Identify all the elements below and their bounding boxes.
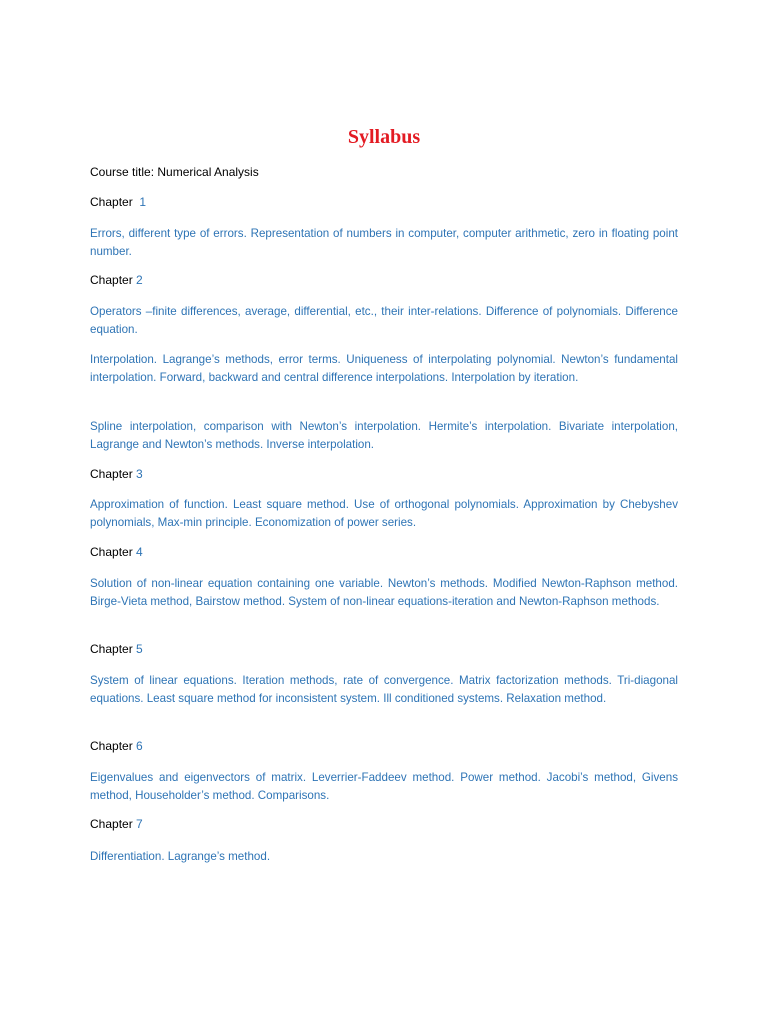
chapter-4-paragraph: Solution of non-linear equation containing one variable. Newton’s methods. Modified Newton-Raphson method. Birge-Vieta method, Bairstow method. System of non-linear equations-iteration and Newton-Raphson methods. [90, 577, 678, 609]
page-title: Syllabus [347, 126, 421, 148]
chapter-2-heading [90, 273, 143, 287]
chapter-label: Chapter [90, 642, 133, 656]
chapter-5-heading [90, 642, 143, 656]
chapter-1-paragraph: Errors, different type of errors. Representation of numbers in computer, computer arithmetic, zero in floating point number. [90, 227, 678, 259]
chapter-number: 4 [136, 545, 143, 559]
chapter-2-paragraph: Operators –finite differences, average, differential, etc., their inter-relations. Difference of polynomials. Difference equation. [90, 305, 678, 337]
chapter-7-heading [90, 817, 143, 831]
chapter-label: Chapter [90, 817, 133, 831]
chapter-7-paragraph: Differentiation. Lagrange’s method. [90, 850, 271, 863]
chapter-2-paragraph: Spline interpolation, comparison with Newton’s interpolation. Hermite’s interpolation. Bivariate interpolation, Lagrange and Newton’s methods. Inverse interpolation. [90, 420, 678, 452]
chapter-6-paragraph: Eigenvalues and eigenvectors of matrix. Leverrier-Faddeev method. Power method. Jacobi’s method, Givens method, Householder’s method. Comparisons. [90, 771, 678, 803]
chapter-number: 1 [139, 195, 147, 209]
chapter-6-heading [90, 739, 143, 753]
chapter-label: Chapter [90, 467, 133, 481]
chapter-label: Chapter [90, 545, 133, 559]
chapter-number: 5 [136, 642, 143, 656]
chapter-4-heading [90, 545, 143, 559]
chapter-label: Chapter [90, 273, 133, 287]
chapter-1-heading [90, 195, 146, 209]
chapter-2-paragraph: Interpolation. Lagrange’s methods, error terms. Uniqueness of interpolating polynomial. Newton’s fundamental interpolation. Forward, backward and central difference interpolations. Interpolation by iteration. [90, 353, 678, 385]
chapter-number: 3 [136, 467, 143, 481]
chapter-number: 7 [136, 817, 143, 831]
chapter-3-heading [90, 467, 143, 481]
chapter-5-paragraph: System of linear equations. Iteration methods, rate of convergence. Matrix factorization methods. Tri-diagonal equations. Least square method for inconsistent system. Ill conditioned systems. Relaxation method. [90, 674, 678, 706]
course-title: Course title: Numerical Analysis [90, 165, 259, 179]
chapter-label: Chapter [90, 739, 133, 753]
chapter-3-paragraph: Approximation of function. Least square method. Use of orthogonal polynomials. Approximation by Chebyshev polynomials, Max-min principle. Economization of power series. [90, 498, 678, 530]
chapter-number: 2 [136, 273, 143, 287]
chapter-label: Chapter [90, 195, 133, 209]
chapter-number: 6 [136, 739, 143, 753]
